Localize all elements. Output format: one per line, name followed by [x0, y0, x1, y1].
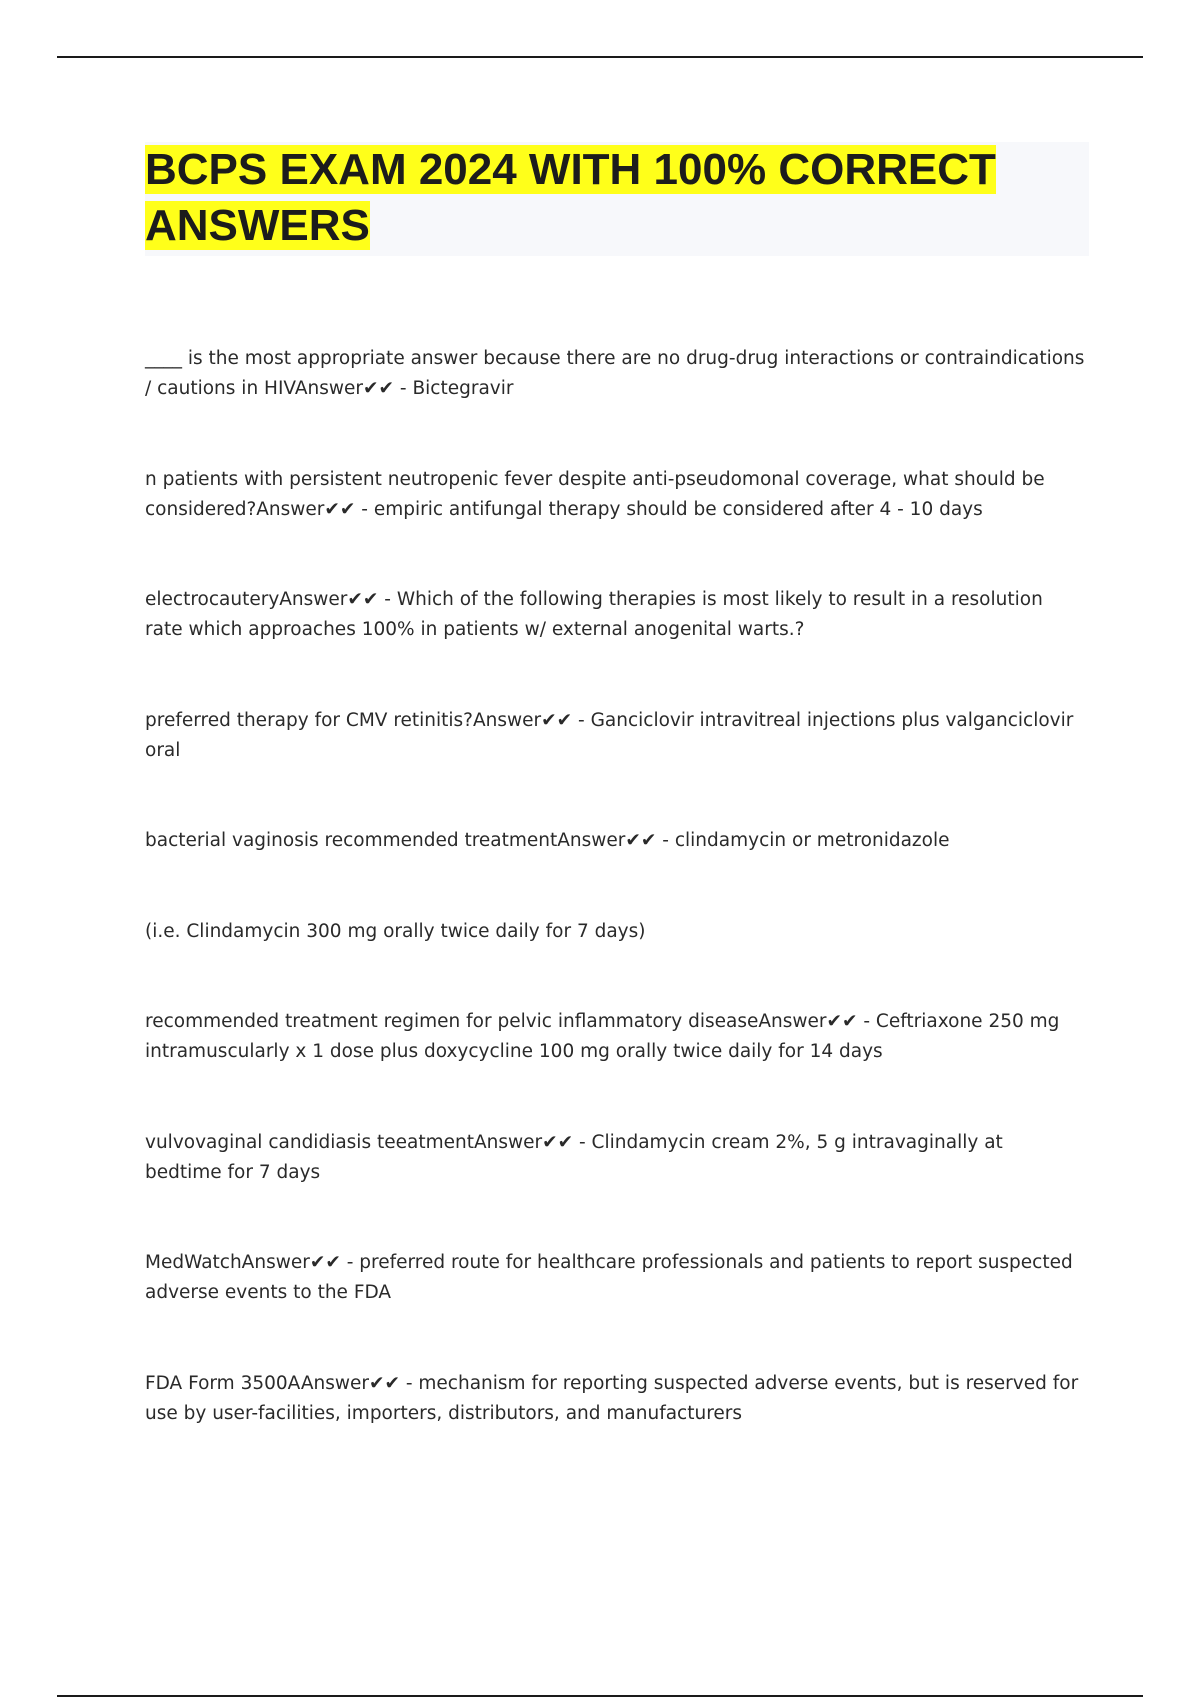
qa-item: FDA Form 3500AAnswer✔✔ - mechanism for reporting suspected adverse events, but is reserved for use by user-facilities, importers, distributors, and manufacturers — [145, 1373, 1079, 1424]
qa-item: vulvovaginal candidiasis teeatmentAnswer✔✔ - Clindamycin cream 2%, 5 g intravaginally at bedtime for 7 days — [145, 1132, 1003, 1183]
qa-item: MedWatchAnswer✔✔ - preferred route for healthcare professionals and patients to report suspected adverse events to the FDA — [145, 1252, 1073, 1303]
qa-item: (i.e. Clindamycin 300 mg orally twice daily for 7 days) — [145, 921, 646, 942]
qa-item: bacterial vaginosis recommended treatmentAnswer✔✔ - clindamycin or metronidazole — [145, 830, 950, 851]
qa-item: electrocauteryAnswer✔✔ - Which of the following therapies is most likely to result in a resolution rate which approaches 100% in patients w/ external anogenital warts.? — [145, 589, 1043, 640]
title-highlight: BCPS EXAM 2024 WITH 100% CORRECT ANSWERS — [145, 145, 996, 250]
document-title — [145, 142, 1089, 254]
top-rule — [57, 56, 1143, 58]
qa-item: recommended treatment regimen for pelvic inflammatory diseaseAnswer✔✔ - Ceftriaxone 250 mg intramuscularly x 1 dose plus doxycycline 100 mg orally twice daily for 14 days — [145, 1011, 1060, 1062]
bottom-rule — [57, 1695, 1143, 1697]
title-block — [145, 142, 1089, 256]
qa-item: n patients with persistent neutropenic fever despite anti-pseudomonal coverage, what should be considered?Answer✔✔ - empiric antifungal therapy should be considered after 4 - 10 days — [145, 469, 1045, 520]
qa-item: ____ is the most appropriate answer because there are no drug-drug interactions or contraindications / cautions in HIVAnswer✔✔ - Bictegravir — [145, 348, 1085, 399]
qa-item: preferred therapy for CMV retinitis?Answer✔✔ - Ganciclovir intravitreal injections plus valganciclovir oral — [145, 710, 1074, 761]
